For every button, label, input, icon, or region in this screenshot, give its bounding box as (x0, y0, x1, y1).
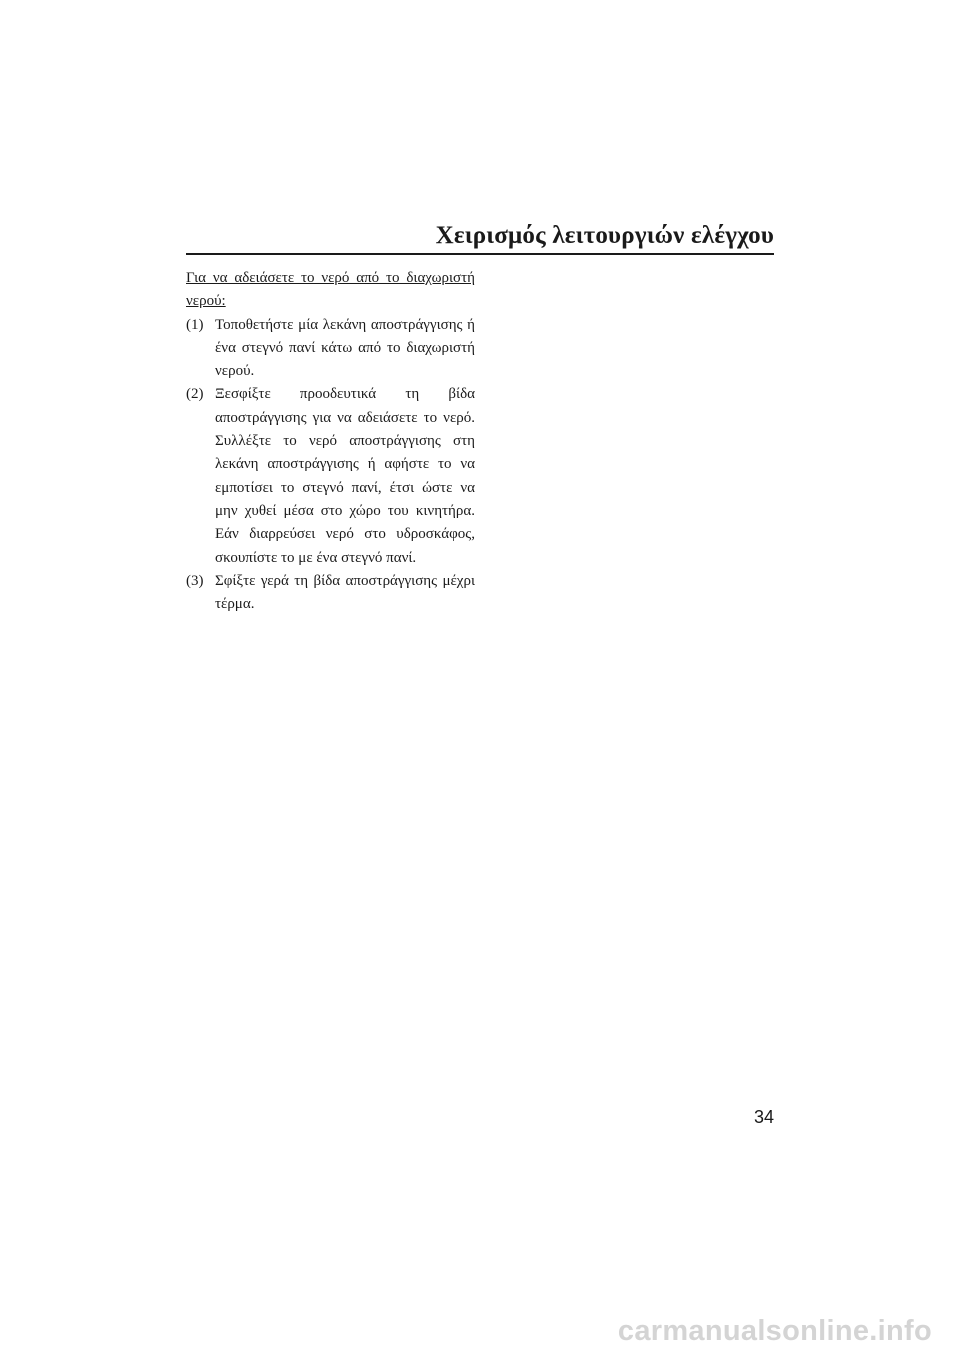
steps-list (186, 314, 475, 617)
step-text: Ξεσφίξτε προοδευτικά τη βίδα αποστράγγισης για να αδειάσετε το νερό. Συλλέξτε το νερό αποστράγγισης στη λεκάνη αποστράγγισης ή αφήστε το να εμποτίσει το στεγνό πανί, έτσι ώστε να μην χυθεί μέσα στο χώρο του κινητήρα. Εάν διαρρεύσει νερό στο υδροσκάφος, σκουπίστε το με ένα στεγνό πανί. (215, 386, 475, 566)
watermark: carmanualsonline.info (617, 1315, 932, 1347)
list-item (186, 314, 475, 384)
step-text: Τοποθετήστε μία λεκάνη αποστράγγισης ή ένα στεγνό πανί κάτω από το διαχωριστή νερού. (215, 316, 475, 380)
list-item (186, 570, 475, 617)
step-text: Σφίξτε γερά τη βίδα αποστράγγισης μέχρι τέρμα. (215, 572, 475, 613)
instructions-intro: Για να αδειάσετε το νερό από το διαχωριστή νερού: (186, 270, 475, 310)
header-rule (186, 253, 774, 255)
step-number: (1) (186, 316, 204, 333)
step-number: (3) (186, 572, 204, 589)
page-number: 34 (753, 1107, 774, 1127)
section-title: Χειρισμός λειτουργιών ελέγχου (435, 222, 774, 249)
list-item (186, 383, 475, 569)
step-number: (2) (186, 386, 204, 403)
instructions-block (186, 267, 475, 616)
